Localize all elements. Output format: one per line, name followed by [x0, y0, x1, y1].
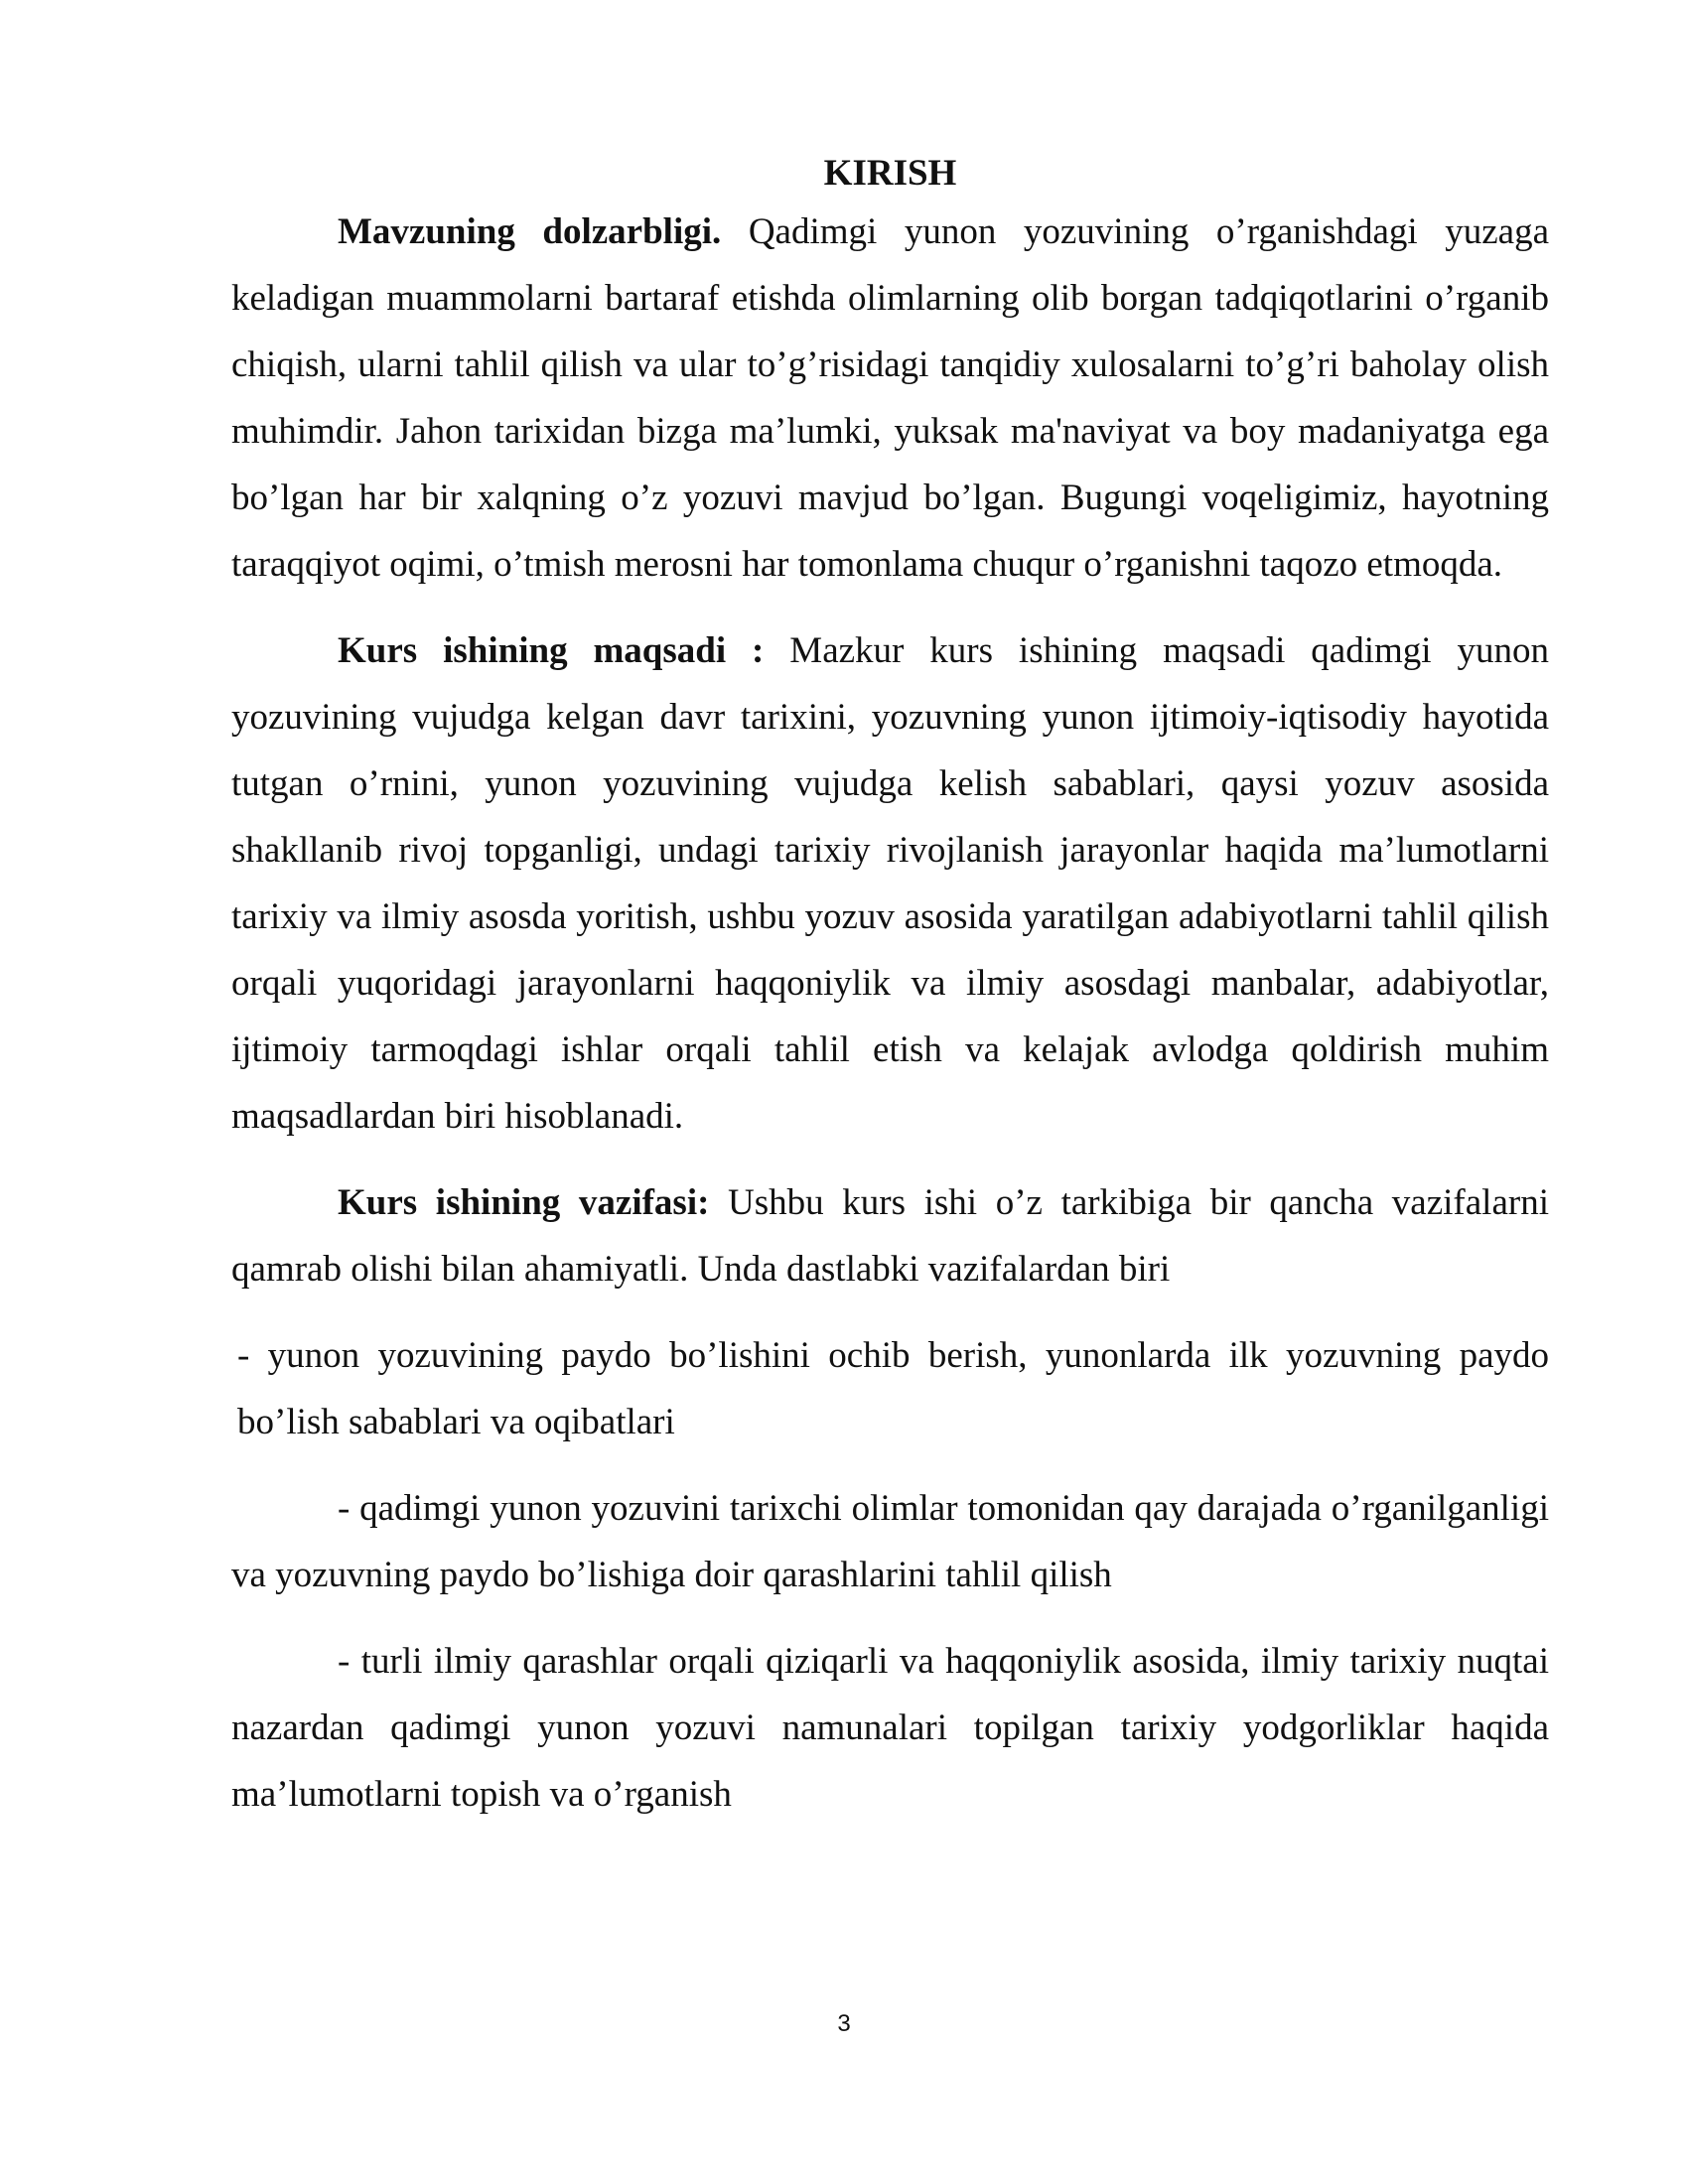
tasks-heading: Kurs ishining vazifasi:	[338, 1182, 710, 1223]
task-item-1: - yunon yozuvining paydo bo’lishini ochib berish, yunonlarda ilk yozuvning paydo bo’lish sabablari va oqibatlari	[237, 1335, 1549, 1442]
page-number: 3	[837, 2010, 851, 2037]
relevance-heading: Mavzuning dolzarbligi.	[338, 211, 722, 252]
paragraph-tasks	[231, 1169, 1549, 1302]
purpose-text: Mazkur kurs ishining maqsadi qadimgi yunon yozuvining vujudga kelgan davr tarixini, yozuvning yunon ijtimoiy-iqtisodiy hayotida tutgan o’rnini, yunon yozuvining vujudga kelish sabablari, qaysi yozuv asosida shakllanib rivoj topganligi, undagi tarixiy rivojlanish jarayonlar haqida ma’lumotlarni tarixiy va ilmiy asosda yoritish, ushbu yozuv asosida yaratilgan adabiyotlarni tahlil qilish orqali yuqoridagi jarayonlarni haqqoniylik va ilmiy asosdagi manbalar, adabiyotlar, ijtimoiy tarmoqdagi ishlar orqali tahlil etish va kelajak avlodga qoldirish muhim maqsadlardan biri hisoblanadi.	[231, 630, 1549, 1137]
tasks-text: Ushbu kurs ishi o’z tarkibiga bir qancha vazifalarni qamrab olishi bilan ahamiyatli. Unda dastlabki vazifalardan biri	[231, 1182, 1549, 1290]
document-page	[231, 149, 1549, 1828]
paragraph-purpose	[231, 617, 1549, 1150]
page-title: KIRISH	[823, 153, 957, 194]
task-item-3: - turli ilmiy qarashlar orqali qiziqarli va haqqoniylik asosida, ilmiy tarixiy nuqtai nazardan qadimgi yunon yozuvi namunalari topilgan tarixiy yodgorliklar haqida ma’lumotlarni topish va o’rganish	[231, 1641, 1549, 1815]
relevance-text: Qadimgi yunon yozuvining o’rganishdagi yuzaga keladigan muammolarni bartaraf etishda olimlarning olib borgan tadqiqotlarini o’rganib chiqish, ularni tahlil qilish va ular to’g’risidagi tanqidiy xulosalarni to’g’ri baholay olish muhimdir. Jahon tarixidan bizga ma’lumki, yuksak ma'naviyat va boy madaniyatga ega bo’lgan har bir xalqning o’z yozuvi mavjud bo’lgan. Bugungi voqeligimiz, hayotning taraqqiyot oqimi, o’tmish merosni har tomonlama chuqur o’rganishni taqozo etmoqda.	[231, 211, 1549, 585]
task-item-2: - qadimgi yunon yozuvini tarixchi olimlar tomonidan qay darajada o’rganilganligi va yozuvning paydo bo’lishiga doir qarashlarini tahlil qilish	[231, 1488, 1549, 1595]
purpose-heading: Kurs ishining maqsadi :	[338, 630, 765, 671]
paragraph-relevance	[231, 199, 1549, 598]
